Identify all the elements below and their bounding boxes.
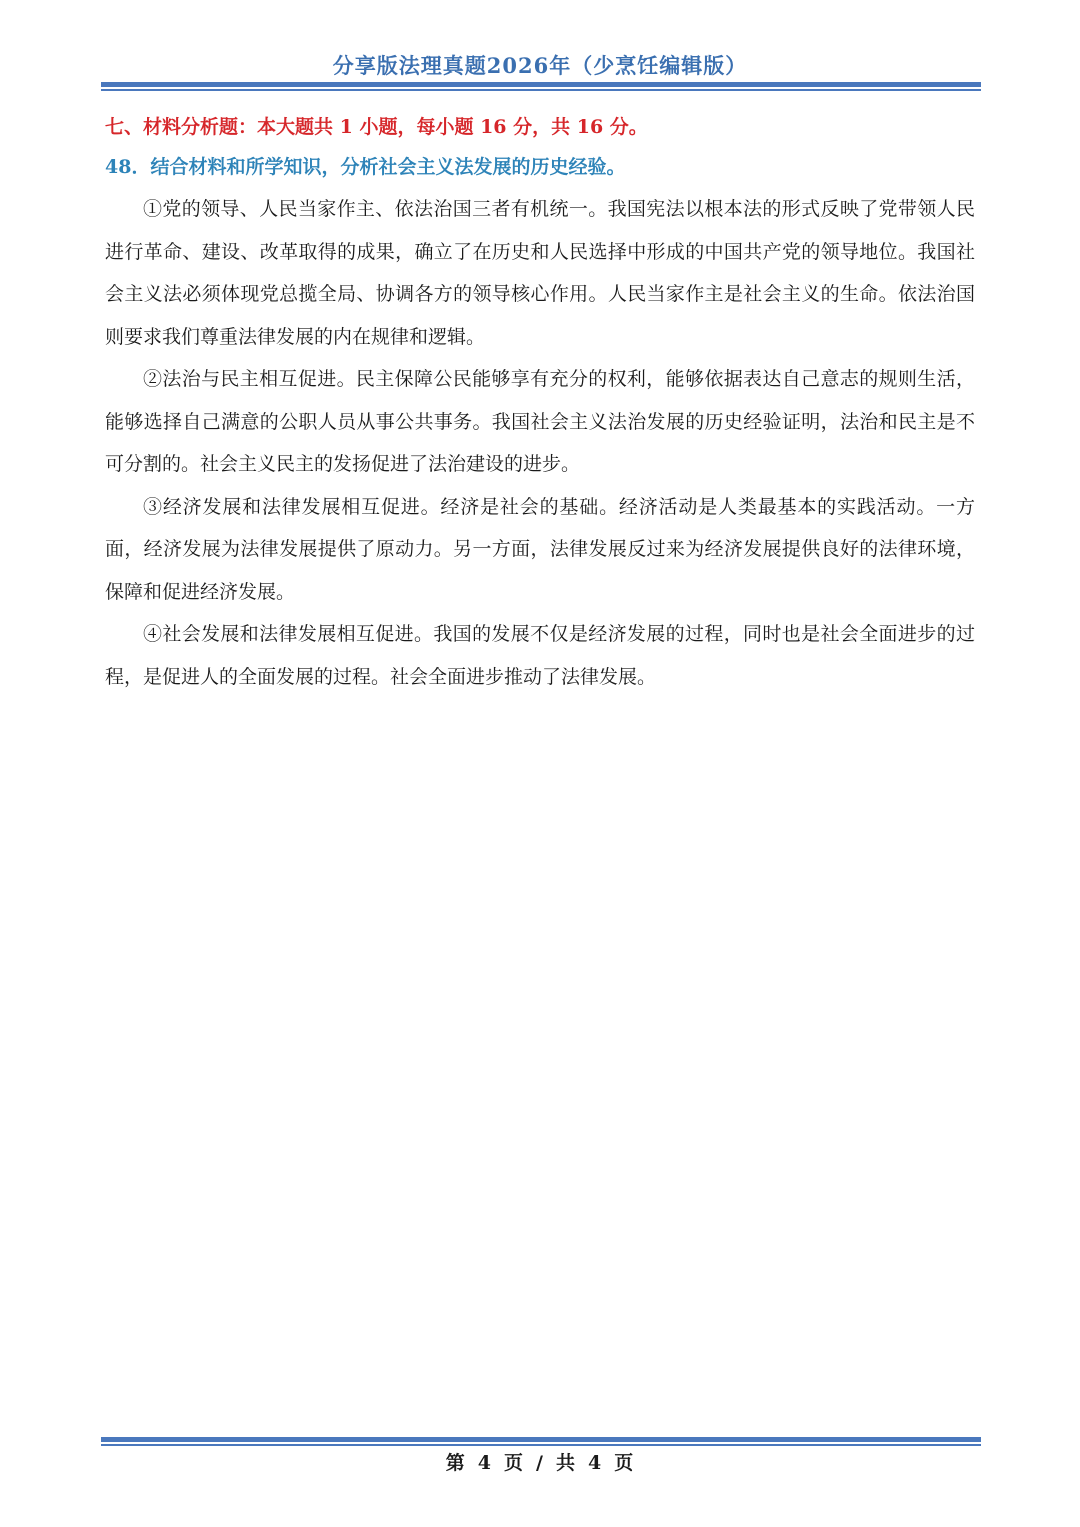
answer-paragraph-3: ③经济发展和法律发展相互促进。经济是社会的基础。经济活动是人类最基本的实践活动。一方面，经济发展为法律发展提供了原动力。另一方面，法律发展反过来为经济发展提供良好的法律环境，保障和促进经济发展。	[105, 495, 975, 603]
page-header-title: 分享版法理真题2026年（少烹饪编辑版）	[332, 53, 748, 78]
page-current: 4	[477, 1452, 492, 1474]
page-separator: /	[536, 1452, 544, 1474]
section-heading: 七、材料分析题：本大题共 1 小题，每小题 16 分，共 16 分。	[105, 116, 648, 138]
answer-paragraph-2: ②法治与民主相互促进。民主保障公民能够享有充分的权利，能够依据表达自己意志的规则生活，能够选择自己满意的公职人员从事公共事务。我国社会主义法治发展的历史经验证明，法治和民主是不可分割的。社会主义民主的发扬促进了法治建设的进步。	[105, 368, 975, 475]
total-prefix: 共	[555, 1452, 576, 1474]
question-text: 48．结合材料和所学知识，分析社会主义法发展的历史经验。	[105, 156, 626, 178]
page-number	[0, 1448, 1080, 1475]
page-total: 4	[587, 1452, 603, 1474]
answer-paragraph-4: ④社会发展和法律发展相互促进。我国的发展不仅是经济发展的过程，同时也是社会全面进步的过程，是促进人的全面发展的过程。社会全面进步推动了法律发展。	[105, 623, 975, 688]
page-prefix: 第	[445, 1452, 466, 1474]
page-word: 页	[504, 1452, 525, 1474]
total-word: 页	[614, 1452, 635, 1474]
header-double-rule	[101, 82, 981, 91]
answer-paragraph-1: ①党的领导、人民当家作主、依法治国三者有机统一。我国宪法以根本法的形式反映了党带领人民进行革命、建设、改革取得的成果，确立了在历史和人民选择中形成的中国共产党的领导地位。我国社会主义法必须体现党总揽全局、协调各方的领导核心作用。人民当家作主是社会主义的生命。依法治国则要求我们尊重法律发展的内在规律和逻辑。	[105, 198, 975, 348]
document-body	[105, 108, 975, 698]
footer-double-rule	[101, 1437, 981, 1446]
